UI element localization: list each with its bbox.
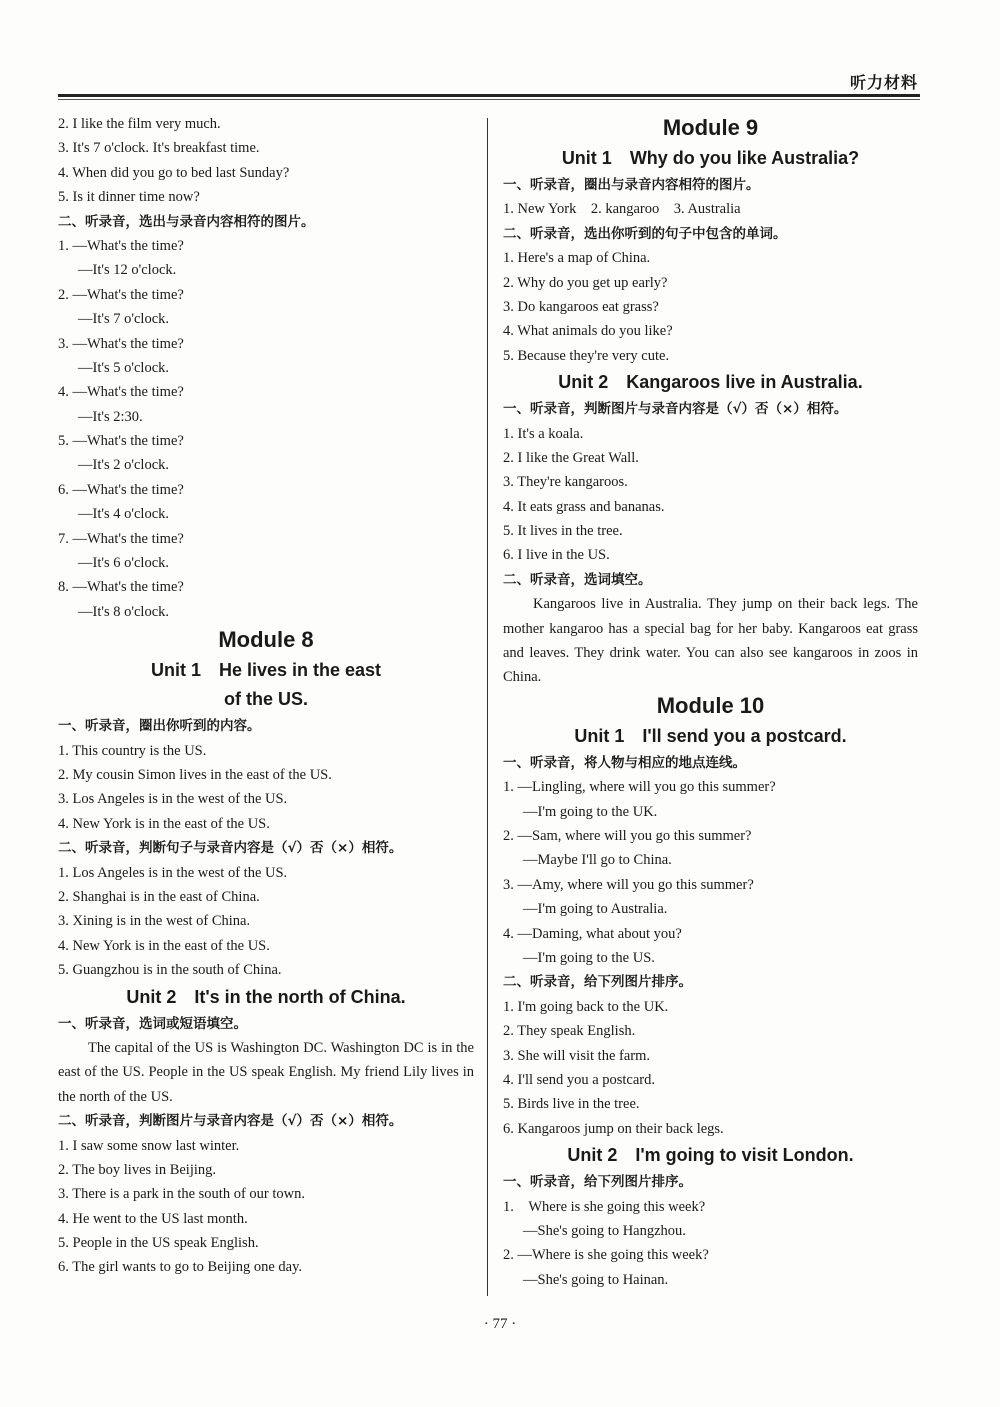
list-item: 5. Because they're very cute. — [503, 347, 670, 364]
header-rule — [58, 94, 920, 100]
list-item: 1. It's a koala. — [503, 425, 584, 442]
dialogue-answer: —It's 2:30. — [78, 408, 143, 425]
dialogue-question: 5. —What's the time? — [58, 433, 184, 450]
list-item: 3. Xining is in the west of China. — [58, 913, 251, 930]
dialogue-answer: —It's 7 o'clock. — [78, 311, 170, 328]
list-item: 1. Here's a map of China. — [503, 250, 651, 267]
dialogue-answer: —I'm going to Australia. — [523, 901, 668, 918]
module-title: Module 10 — [656, 692, 765, 718]
dialogue-question: 2. —What's the time? — [58, 286, 184, 303]
section-heading: 二、听录音，判断图片与录音内容是（√）否（×）相符。 — [58, 1113, 403, 1130]
list-item: 2. They speak English. — [503, 1023, 636, 1040]
section-heading: 一、听录音，将人物与相应的地点连线。 — [503, 754, 746, 771]
list-item: 2. I like the Great Wall. — [503, 449, 639, 466]
unit-title-cont: of the US. — [224, 689, 308, 710]
list-item: 3. She will visit the farm. — [503, 1047, 650, 1064]
passage: The capital of the US is Washington DC. Washington DC is in the east of the US. People in the US speak English. My friend Lily lives in the north of the US. — [58, 1039, 474, 1105]
list-item: 1. New York 2. kangaroo 3. Australia — [503, 201, 741, 218]
list-item: 4. I'll send you a postcard. — [503, 1071, 656, 1088]
dialogue-answer: —She's going to Hangzhou. — [523, 1222, 686, 1239]
dialogue-answer: —It's 12 o'clock. — [78, 262, 177, 279]
dialogue-question: 8. —What's the time? — [58, 579, 184, 596]
unit-title: Unit 1 I'll send you a postcard. — [574, 725, 847, 746]
header-title: 听力材料 — [849, 73, 918, 92]
list-item: 3. Los Angeles is in the west of the US. — [58, 791, 288, 808]
list-item: 4. What animals do you like? — [503, 323, 673, 340]
dialogue-question: 1. —What's the time? — [58, 237, 184, 254]
section-heading: 二、听录音，判断句子与录音内容是（√）否（×）相符。 — [58, 840, 403, 857]
section-heading: 一、听录音，给下列图片排序。 — [503, 1174, 692, 1191]
dialogue-question: 4. —What's the time? — [58, 384, 184, 401]
dialogue-question: 6. —What's the time? — [58, 481, 184, 498]
column-divider — [487, 118, 488, 1296]
dialogue-answer: —It's 5 o'clock. — [78, 359, 170, 376]
dialogue-answer: —She's going to Hainan. — [523, 1271, 669, 1288]
list-item: 5. Birds live in the tree. — [503, 1096, 640, 1113]
unit-title: Unit 2 Kangaroos live in Australia. — [558, 372, 863, 393]
list-item: 1. I saw some snow last winter. — [58, 1137, 240, 1154]
list-item: 6. The girl wants to go to Beijing one day. — [58, 1259, 303, 1276]
section-heading: 二、听录音，选词填空。 — [503, 571, 652, 588]
unit-title: Unit 1 He lives in the east — [150, 660, 382, 681]
section-heading: 二、听录音，给下列图片排序。 — [503, 974, 692, 991]
unit-title: Unit 2 I'm going to visit London. — [567, 1145, 854, 1166]
dialogue-question: 1. Where is she going this week? — [503, 1198, 706, 1215]
dialogue-question: 1. —Lingling, where will you go this summer? — [503, 779, 776, 796]
passage: Kangaroos live in Australia. They jump on their back legs. The mother kangaroo has a special bag for her baby. Kangaroos eat grass and leaves. They drink water. You can also see kangaroos in zoos in China. — [503, 596, 918, 686]
dialogue-answer: —It's 8 o'clock. — [78, 603, 170, 620]
list-item: 4. New York is in the east of the US. — [58, 815, 270, 832]
list-item: 3. Do kangaroos eat grass? — [503, 298, 659, 315]
dialogue-answer: —Maybe I'll go to China. — [523, 852, 672, 869]
list-item: 4. New York is in the east of the US. — [58, 937, 270, 954]
dialogue-question: 2. —Sam, where will you go this summer? — [503, 828, 752, 845]
right-column — [503, 112, 918, 1292]
list-item: 5. Is it dinner time now? — [58, 189, 200, 206]
section-heading: 一、听录音，圈出你听到的内容。 — [58, 718, 261, 735]
list-item: 2. Shanghai is in the east of China. — [58, 888, 260, 905]
module-title: Module 9 — [662, 115, 759, 140]
dialogue-question: 3. —Amy, where will you go this summer? — [503, 876, 754, 893]
list-item: 1. This country is the US. — [58, 742, 207, 759]
section-heading: 一、听录音，判断图片与录音内容是（√）否（×）相符。 — [503, 401, 848, 418]
dialogue-question: 7. —What's the time? — [58, 530, 184, 547]
section-heading: 二、听录音，选出你听到的句子中包含的单词。 — [503, 225, 787, 242]
list-item: 1. Los Angeles is in the west of the US. — [58, 864, 288, 881]
list-item: 3. It's 7 o'clock. It's breakfast time. — [58, 140, 260, 157]
list-item: 3. There is a park in the south of our town. — [58, 1186, 305, 1203]
list-item: 3. They're kangaroos. — [503, 474, 628, 491]
list-item: 5. Guangzhou is in the south of China. — [58, 962, 282, 979]
dialogue-answer: —It's 2 o'clock. — [78, 457, 170, 474]
unit-title: Unit 1 Why do you like Australia? — [561, 148, 860, 168]
list-item: 2. Why do you get up early? — [503, 274, 668, 291]
list-item: 4. He went to the US last month. — [58, 1210, 248, 1227]
list-item: 5. It lives in the tree. — [503, 523, 623, 540]
dialogue-question: 2. —Where is she going this week? — [503, 1247, 709, 1264]
dialogue-question: 3. —What's the time? — [58, 335, 184, 352]
section-heading: 一、听录音，选词或短语填空。 — [58, 1015, 247, 1032]
dialogue-answer: —It's 6 o'clock. — [78, 555, 170, 572]
list-item: 2. My cousin Simon lives in the east of the US. — [58, 766, 332, 783]
list-item: 1. I'm going back to the UK. — [503, 998, 669, 1015]
list-item: 2. The boy lives in Beijing. — [58, 1161, 217, 1178]
left-column — [58, 112, 474, 1280]
dialogue-question: 4. —Daming, what about you? — [503, 925, 682, 942]
list-item: 4. It eats grass and bananas. — [503, 498, 665, 515]
module-title: Module 8 — [218, 627, 314, 653]
list-item: 2. I like the film very much. — [58, 116, 221, 132]
list-item: 5. People in the US speak English. — [58, 1235, 259, 1252]
dialogue-answer: —I'm going to the US. — [523, 950, 655, 966]
list-item: 6. I live in the US. — [503, 547, 610, 564]
section-heading: 一、听录音，圈出与录音内容相符的图片。 — [503, 177, 760, 193]
dialogue-answer: —It's 4 o'clock. — [78, 506, 170, 523]
section-heading: 二、听录音，选出与录音内容相符的图片。 — [58, 213, 315, 230]
dialogue-answer: —I'm going to the UK. — [523, 803, 658, 820]
page-number: · 77 · — [483, 1316, 517, 1332]
list-item: 4. When did you go to bed last Sunday? — [58, 164, 290, 181]
unit-title: Unit 2 It's in the north of China. — [126, 986, 406, 1007]
list-item: 6. Kangaroos jump on their back legs. — [503, 1120, 724, 1137]
